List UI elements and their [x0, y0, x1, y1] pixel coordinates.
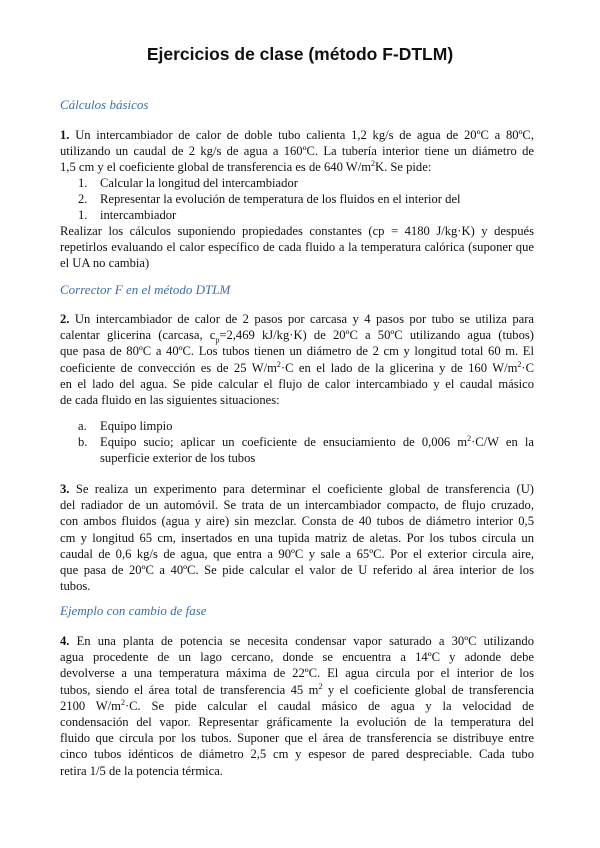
- exercise-3-line: cm y longitud 65 cm, insertados en una tupida matriz de aletas. Por los tubos circula un: [60, 530, 534, 545]
- exercise-1-line: [60, 159, 534, 175]
- exercise-2-line: [60, 311, 534, 327]
- exercise-4-line: [60, 682, 534, 698]
- exercise-3-line: [60, 481, 534, 497]
- exercise-4-line: [60, 633, 534, 649]
- list-item: [78, 175, 534, 191]
- exercise-number: 3.: [60, 482, 70, 496]
- exercise-2-text: ·C: [521, 360, 534, 375]
- list-marker: 1.: [78, 208, 88, 223]
- exercise-3-line: que pasa de 20ºC a 40ºC. Se pide calcular el valor de U referido al área interior de los: [60, 563, 534, 578]
- list-item-text: Equipo limpio: [100, 419, 173, 433]
- exercise-4-text: 2100 W/m: [60, 698, 121, 713]
- exercise-2-line: [60, 327, 534, 343]
- exercise-3-line: tubos.: [60, 579, 91, 594]
- exercise-4-line: [60, 698, 534, 714]
- exercise-4-line: agua procedente de un lago cercano, donde se encuentra a 14ºC y adonde debe: [60, 650, 534, 665]
- page-title: Ejercicios de clase (método F-DTLM): [146, 44, 454, 64]
- exercise-4-text: y el coeficiente global de transferencia: [322, 682, 534, 697]
- exercise-2-list: [78, 418, 534, 467]
- exercise-2-text: calentar glicerina (carcasa, c: [60, 328, 216, 343]
- exercise-number: 4.: [60, 634, 70, 648]
- list-item-text: Calcular la longitud del intercambiador: [100, 176, 298, 190]
- exercise-1-text: 1,5 cm y el coeficiente global de transferencia es de 640 W/m: [60, 160, 371, 175]
- exercise-2-text: coeficiente de convección es de 25 W/m: [60, 360, 277, 375]
- list-item: [78, 418, 534, 434]
- list-item: [78, 191, 534, 207]
- exercise-4-line: devolverse a una temperatura máxima de 22ºC. El agua circula por el interior de los: [60, 666, 534, 681]
- exercise-1-list: [78, 175, 534, 224]
- section-heading-calculos-basicos: Cálculos básicos: [60, 97, 149, 112]
- section-heading-corrector-f: Corrector F en el método DTLM: [60, 282, 231, 297]
- list-marker: 2.: [78, 192, 88, 207]
- exercise-2-line: de cada fluido en las siguientes situaciones:: [60, 393, 280, 408]
- exercise-3-line: caudal de 0,6 kg/s de agua, que entra a 90ºC y sale a 65ºC. Por el exterior circula aire,: [60, 546, 534, 561]
- exercise-4-text: En una planta de potencia se necesita condensar vapor saturado a 30ºC utilizando: [76, 634, 534, 648]
- superscript: 2: [371, 159, 375, 169]
- exercise-4-line: fluido que circula por los tubos. Suponer que el área de transferencia se distribuye entre: [60, 731, 534, 746]
- exercise-3: [60, 481, 534, 594]
- list-item: [78, 434, 534, 466]
- section-heading-cambio-de-fase: Ejemplo con cambio de fase: [60, 603, 207, 618]
- exercise-1-line: [60, 127, 534, 143]
- exercise-3-line: del radiador de un automóvil. Se trata de un intercambiador compacto, de flujo cruzado,: [60, 498, 534, 513]
- exercise-4-line: condensación del vapor. Representar gráficamente la evolución de la temperatura del: [60, 715, 534, 730]
- exercise-2-line: en el lado del agua. Se pide calcular el flujo de calor intercambiado y el caudal másico: [60, 376, 534, 391]
- list-marker: b.: [78, 435, 88, 450]
- superscript: 2: [318, 681, 323, 691]
- list-marker: a.: [78, 419, 87, 433]
- superscript: 2: [120, 697, 125, 707]
- list-item-text: ·C/W en la: [471, 435, 534, 450]
- exercise-1-instructions: Realizar los cálculos suponiendo propiedades constantes (cp = 4180 J/kg·K) y después repetirlos evaluando el calor específico de cada fluido a la temperatura calórica (suponer que el UA no cambia): [60, 224, 534, 271]
- list-item: [78, 207, 534, 223]
- list-item-text: Equipo sucio; aplicar un coeficiente de ensuciamiento de 0,006 m: [100, 435, 468, 450]
- exercise-3-line: con ambos fluidos (agua y aire) sin mezclar. Consta de 40 tubos de diámetro interior 0,5: [60, 514, 534, 529]
- list-item-text: intercambiador: [100, 208, 177, 223]
- exercise-1-text: K. Se pide:: [375, 160, 432, 175]
- exercise-1-text: Un intercambiador de calor de doble tubo calienta 1,2 kg/s de agua de 20ºC a 80ºC,: [75, 128, 534, 142]
- exercise-number: 1.: [60, 128, 70, 142]
- exercise-4: [60, 633, 534, 779]
- list-item-text: superficie exterior de los tubos: [100, 451, 256, 466]
- list-item-text: [100, 434, 534, 450]
- exercise-number: 2.: [60, 312, 70, 326]
- exercise-4-line: retira 1/5 de la potencia térmica.: [60, 763, 223, 778]
- list-item-text: Representar la evolución de temperatura de los fluidos en el interior del: [100, 192, 461, 207]
- exercise-1-line: utilizando un caudal de 2 kg/s de agua a 160ºC. La tubería interior tiene un diámetro de: [60, 144, 534, 159]
- exercise-4-text: ·C. Se pide calcular el caudal másico de agua y la velocidad de: [124, 698, 534, 713]
- list-marker: 1.: [78, 176, 88, 190]
- exercise-2-line: [60, 360, 534, 376]
- exercise-2-line: que pasa de 80ºC a 40ºC. Los tubos tienen un diámetro de 2 cm y longitud total 60 m. El: [60, 344, 534, 359]
- exercise-2: [60, 311, 534, 408]
- exercise-3-text: Se realiza un experimento para determinar el coeficiente global de transferencia (U): [75, 482, 534, 496]
- exercise-2-text: Un intercambiador de calor de 2 pasos por carcasa y 4 pasos por tubo se utiliza para: [74, 312, 534, 326]
- exercise-1: [60, 127, 534, 176]
- superscript: 2: [276, 359, 281, 369]
- superscript: 2: [467, 434, 472, 444]
- exercise-4-line: cinco tubos idénticos de diámetro 2,5 cm y espesor de pared despreciable. Cada tubo: [60, 747, 534, 762]
- exercise-2-text: =2,469 kJ/kg·K) de 20ºC a 50ºC utilizando agua (tubos): [219, 328, 534, 343]
- subscript: p: [215, 335, 220, 345]
- exercise-2-text: ·C en el lado de la glicerina y de 160 W/m: [280, 360, 518, 375]
- exercise-4-text: tubos, siendo el área total de transferencia 45 m: [60, 682, 319, 697]
- superscript: 2: [517, 359, 522, 369]
